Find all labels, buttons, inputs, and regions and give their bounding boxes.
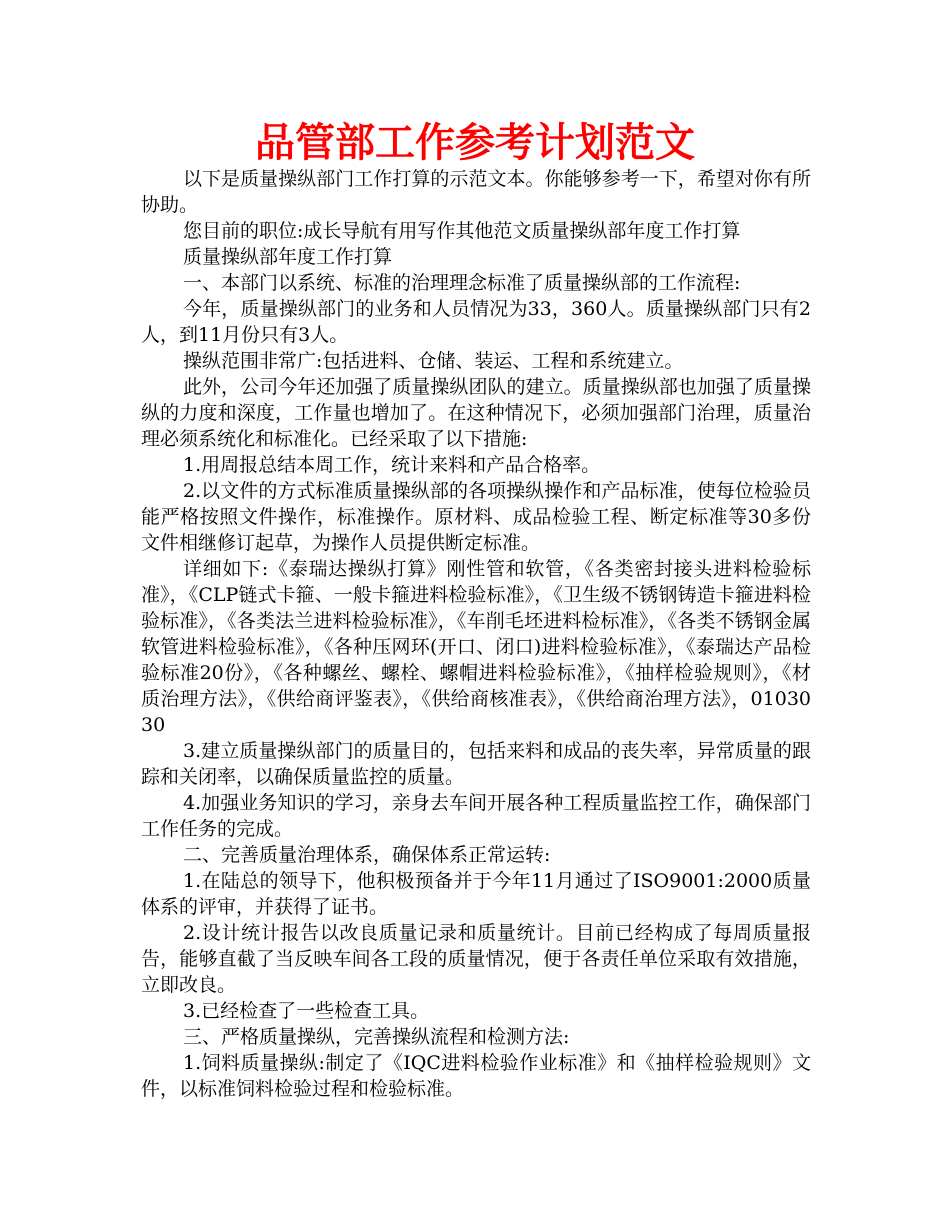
paragraph-measure-3: 3.建立质量操纵部门的质量目的，包括来料和成品的丧失率，异常质量的跟踪和关闭率，以确保质量监控的质量。: [141, 740, 811, 788]
paragraph-feed-quality: 1.饲料质量操纵:制定了《IQC进料检验作业标准》和《抽样检验规则》文件，以标准饲料检验过程和检验标准。: [141, 1052, 811, 1100]
paragraph-measure-2: 2.以文件的方式标准质量操纵部的各项操纵操作和产品标准，使每位检验员能严格按照文件操作，标准操作。原材料、成品检验工程、断定标准等30多份文件相继修订起草，为操作人员提供断定标准。: [141, 480, 811, 554]
document-title: 品管部工作参考计划范文: [255, 120, 695, 166]
paragraph-subtitle: 质量操纵部年度工作打算: [183, 246, 393, 268]
paragraph-section-1-heading: 一、本部门以系统、标准的治理理念标准了质量操纵部的工作流程:: [183, 272, 741, 294]
paragraph-iso: 1.在陆总的领导下，他积极预备并于今年11月通过了ISO9001:2000质量体系的评审，并获得了证书。: [141, 870, 811, 918]
paragraph-staff: 今年，质量操纵部门的业务和人员情况为33，360人。质量操纵部门只有2人，到11月份只有3人。: [141, 298, 811, 346]
paragraph-scope: 操纵范围非常广:包括进料、仓储、装运、工程和系统建立。: [183, 350, 684, 372]
paragraph-section-3-heading: 三、严格质量操纵，完善操纵流程和检测方法:: [183, 1026, 570, 1048]
paragraph-section-2-heading: 二、完善质量治理体系，确保体系正常运转:: [183, 844, 551, 866]
paragraph-measure-4: 4.加强业务知识的学习，亲身去车间开展各种工程质量监控工作，确保部门工作任务的完成。: [141, 792, 811, 840]
paragraph-team: 此外，公司今年还加强了质量操纵团队的建立。质量操纵部也加强了质量操纵的力度和深度，工作量也增加了。在这种情况下，必须加强部门治理，质量治理必须系统化和标准化。已经采取了以下措施:: [141, 376, 811, 450]
paragraph-reports: 2.设计统计报告以改良质量记录和质量统计。目前已经构成了每周质量报告，能够直截了当反映车间各工段的质量情况，便于各责任单位采取有效措施，立即改良。: [141, 922, 811, 996]
paragraph-tools: 3.已经检查了一些检查工具。: [183, 1000, 430, 1022]
paragraph-position: 您目前的职位:成长导航有用写作其他范文质量操纵部年度工作打算: [183, 220, 741, 242]
paragraph-intro: 以下是质量操纵部门工作打算的示范文本。你能够参考一下，希望对你有所协助。: [141, 168, 811, 216]
paragraph-measure-1: 1.用周报总结本周工作，统计来料和产品合格率。: [183, 454, 601, 476]
document-body: [141, 166, 811, 1102]
paragraph-details: 详细如下:《泰瑞达操纵打算》刚性管和软管，《各类密封接头进料检验标准》，《CLP链式卡箍、一般卡箍进料检验标准》，《卫生级不锈钢铸造卡箍进料检验标准》，《各类法兰进料检验标准》，《车削毛坯进料检标准》，《各类不锈钢金属软管进料检验标准》，《各种压网环(开口、闭口)进料检验标准》，《泰瑞达产品检验标准20份》，《各种螺丝、螺栓、螺帽进料检验标准》，《抽样检验规则》，《材质治理方法》，《供给商评鉴表》，《供给商核准表》，《供给商治理方法》，0103030: [141, 558, 811, 736]
